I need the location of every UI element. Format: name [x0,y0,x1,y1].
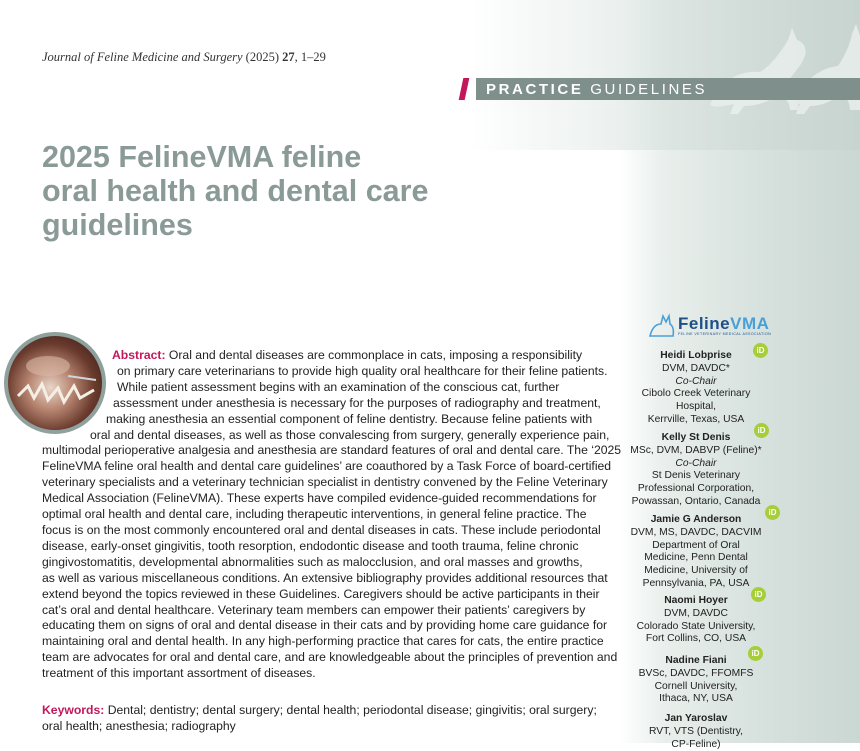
abstract-line: veterinary specialists and a veterinary technician specialist in dentistry convened by the Feline Veterinary [42,475,608,490]
felinevma-logo [648,312,778,338]
author-credentials: CP-Feline) [671,738,721,750]
abstract-line: team are advocates for oral and dental care, and are knowledgeable about the principles of prevention and [42,650,618,665]
author-affiliation: Professional Corporation, [637,483,755,495]
author-affiliation: Department of Oral [652,539,740,551]
abstract-line: gingivostomatitis, developmental abnormalities such as malocclusion, and oral masses and growths, [42,554,583,569]
author-affiliation: Fort Collins, CO, USA [645,633,747,645]
abstract [42,348,624,682]
abstract-line: educating them on signs of oral and dental disease in their cats and by providing home care guidance for [42,618,608,633]
author-block [626,432,766,509]
author-affiliation: Hospital, [675,401,717,413]
orcid-icon[interactable]: iD [765,505,780,520]
author-affiliation: Cibolo Creek Veterinary [641,388,751,400]
abstract-line: FelineVMA feline oral health and dental care guidelines’ are coauthored by a Task Force of board-certified [42,459,612,474]
title-line: guidelines [42,208,193,242]
author-name: Kelly St Denis [661,432,731,443]
logo-text-main: Feline [678,314,731,333]
author-block [626,514,766,591]
author-block [626,655,766,706]
abstract-line: extend beyond the topics reviewed in these Guidelines. Caregivers should be active participants in their [42,586,600,601]
author-affiliation: Kerrville, Texas, USA [647,413,745,425]
author-name: Heidi Lobprise [660,350,732,361]
author-block [626,595,766,646]
author-block [626,713,766,751]
title-line: 2025 FelineVMA feline [42,140,362,174]
journal-volume: 27 [282,50,295,64]
abstract-line: making anesthesia an essential component of feline dentistry. Because feline patients with [106,411,593,426]
abstract-line: multimodal perioperative analgesia and anesthesia are standard features of oral and dental care. The ‘2025 [42,443,622,458]
orcid-icon[interactable]: iD [753,343,768,358]
author-name: Jan Yaroslav [664,713,728,724]
keywords-line: Dental; dentistry; dental surgery; dental health; periodontal disease; gingivitis; oral surgery; [107,703,597,717]
banner-accent-bar [459,78,470,100]
abstract-line: on primary care veterinarians to provide high quality oral healthcare for their feline patients. [117,363,608,378]
author-role: Co-Chair [675,457,717,469]
journal-citation [42,50,326,65]
orcid-icon[interactable]: iD [751,587,766,602]
abstract-label: Abstract: [112,348,166,362]
abstract-line: Oral and dental diseases are commonplace in cats, imposing a responsibility [168,348,583,362]
practice-guidelines-banner [476,78,860,100]
abstract-line: maintaining oral and dental health. In any high-performing practice that cares for cats, the entire practice [42,634,604,649]
author-block [626,350,766,427]
author-name: Nadine Fiani [665,655,727,666]
abstract-line: focus is on the most commonly encountered oral and dental diseases in cats. These include periodontal [42,522,601,537]
article-title [42,140,602,242]
author-affiliation: Colorado State University, [636,620,756,632]
author-affiliation: Cornell University, [654,680,738,692]
abstract-line: treatment of this important assortment of diseases. [42,666,316,681]
abstract-line: While patient assessment begins with an examination of the conscious cat, further [117,379,560,394]
author-credentials: MSc, DVM, DABVP (Feline)* [630,444,762,456]
journal-pages: , 1–29 [294,50,326,64]
author-name: Naomi Hoyer [664,595,728,606]
abstract-line: optimal oral health and dental care, including therapeutic interventions, in general feline practice. The [42,507,587,522]
author-credentials: DVM, DAVDC [664,607,728,619]
abstract-line: as well as various miscellaneous conditions. An extensive bibliography provides additional resources that [42,570,608,585]
keywords-label: Keywords: [42,703,105,717]
title-line: oral health and dental care [42,174,429,208]
author-affiliation: Medicine, University of [644,565,748,577]
author-credentials: RVT, VTS (Dentistry, [648,725,744,737]
abstract-line: Medical Association (FelineVMA). These experts have compiled evidence-guided recommendations for [42,491,597,506]
author-affiliation: Medicine, Penn Dental [644,552,748,564]
author-affiliation: St Denis Veterinary [651,470,741,482]
abstract-line: cat’s oral and dental healthcare. Veterinary team members can empower their patients’ caregivers by [42,602,586,617]
abstract-line: assessment under anesthesia is necessary for the purposes of radiography and treatment, [113,395,601,410]
orcid-icon[interactable]: iD [754,423,769,438]
keywords-line: oral health; anesthesia; radiography [42,718,236,733]
keywords [42,703,624,735]
logo-text-accent: VMA [730,314,770,333]
author-credentials: DVM, MS, DAVDC, DACVIM [630,526,762,538]
cat-logo-icon [648,312,676,338]
abstract-line: oral and dental diseases, as well as those convalescing from surgery, generally experience pain, [90,427,610,442]
author-name: Jamie G Anderson [650,514,742,525]
orcid-icon[interactable]: iD [748,646,763,661]
author-role: Co-Chair [675,375,717,387]
abstract-line: disease, early-onset gingivitis, tooth resorption, endodontic disease and tooth trauma, feline chronic [42,538,579,553]
journal-year: (2025) [245,50,279,64]
author-affiliation: Pennsylvania, PA, USA [642,577,750,589]
author-affiliation: Powassan, Ontario, Canada [631,495,761,507]
banner-light-text: GUIDELINES [590,81,708,98]
logo-tagline: FELINE VETERINARY MEDICAL ASSOCIATION [678,332,772,336]
author-credentials: DVM, DAVDC* [662,362,730,374]
journal-name: Journal of Feline Medicine and Surgery [42,50,243,64]
banner-bold-text: PRACTICE [486,81,584,98]
author-credentials: BVSc, DAVDC, FFOMFS [638,667,754,679]
author-affiliation: Ithaca, NY, USA [659,693,733,705]
